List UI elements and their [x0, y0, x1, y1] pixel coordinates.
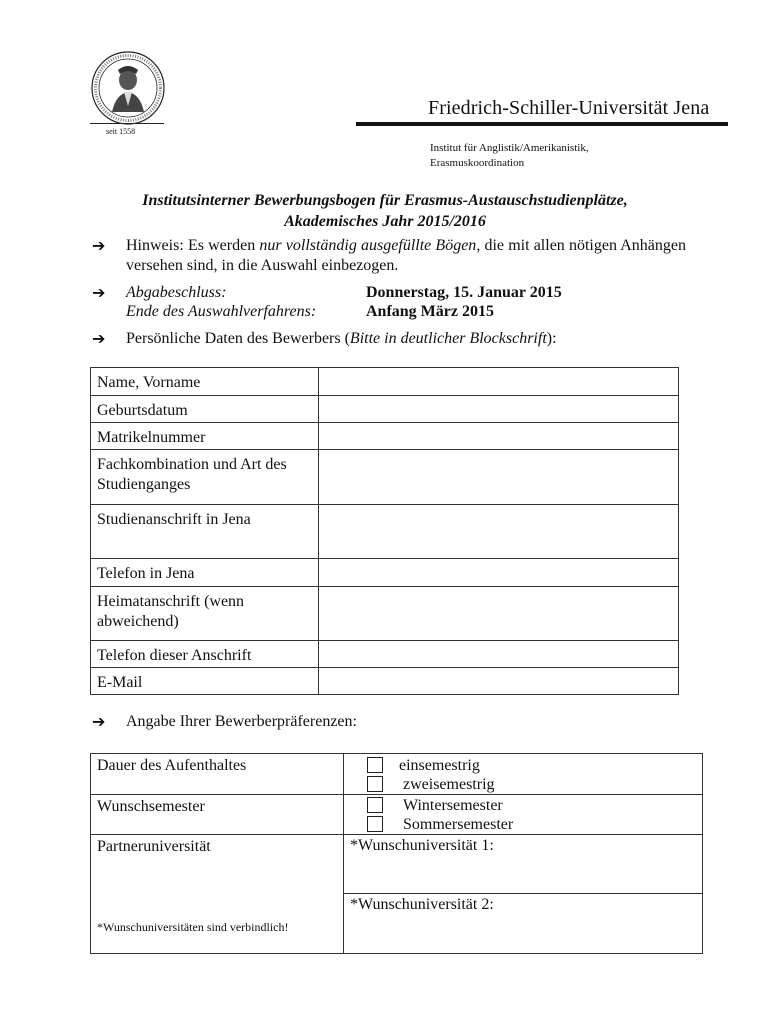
- notice-suffix: , die mit allen nötigen Anhängen versehen sind, in die Auswahl einbezogen.: [126, 237, 687, 274]
- personal-intro-end: ):: [546, 330, 557, 347]
- preferences-intro: Angabe Ihrer Bewerberpräferenzen:: [126, 713, 357, 730]
- option-row: [344, 815, 702, 834]
- notice-emphasis: nur vollständig ausgefüllte Bögen: [259, 237, 477, 254]
- table-row: [91, 505, 679, 559]
- name-field[interactable]: [319, 368, 679, 396]
- institute-block: [430, 141, 589, 171]
- arrow-right-icon: ➔: [92, 283, 106, 302]
- duration-options: [344, 754, 703, 795]
- arrow-right-icon: ➔: [92, 712, 106, 731]
- form-title-line-1: Institutsinterner Bewerbungsbogen für Erasmus-Austauschstudienplätze,: [142, 192, 628, 209]
- checkbox-sommersemester[interactable]: [367, 816, 383, 832]
- row-label: Wunschsemester: [91, 795, 344, 835]
- table-row: [91, 795, 703, 835]
- row-label: E-Mail: [91, 668, 319, 695]
- checkbox-zweisemestrig[interactable]: [367, 776, 383, 792]
- row-label: Telefon in Jena: [91, 559, 319, 587]
- deadline-label: Abgabeschluss:: [126, 284, 227, 301]
- preferences-table: [90, 753, 703, 954]
- row-label: Telefon dieser Anschrift: [91, 641, 319, 668]
- institute-line-2: Erasmuskoordination: [430, 157, 525, 169]
- jena-phone-field[interactable]: [319, 559, 679, 587]
- option-label: zweisemestrig: [403, 776, 495, 793]
- jena-address-field[interactable]: [319, 505, 679, 559]
- row-label: Matrikelnummer: [91, 423, 319, 450]
- home-phone-field[interactable]: [319, 641, 679, 668]
- subjects-field[interactable]: [319, 450, 679, 505]
- table-row: [91, 641, 679, 668]
- arrow-right-icon: ➔: [92, 329, 106, 348]
- personal-data-intro: [126, 329, 557, 349]
- wish-2-label: *Wunschuniversität 2:: [350, 896, 494, 913]
- table-row: [91, 754, 703, 795]
- deadline-value: Donnerstag, 15. Januar 2015: [366, 284, 562, 301]
- row-label: Geburtsdatum: [91, 396, 319, 423]
- form-title-line-2: Akademisches Jahr 2015/2016: [284, 213, 486, 230]
- checkbox-wintersemester[interactable]: [367, 797, 383, 813]
- table-row: [91, 450, 679, 505]
- option-row: [344, 775, 702, 794]
- row-label: Dauer des Aufenthaltes: [91, 754, 344, 795]
- semester-options: [344, 795, 703, 835]
- notice-prefix: Hinweis: Es werden: [126, 237, 260, 254]
- binding-note: *Wunschuniversitäten sind verbindlich!: [97, 920, 289, 934]
- wish-university-1-field[interactable]: [344, 835, 703, 894]
- option-row: [344, 756, 702, 775]
- option-label: Sommersemester: [403, 816, 514, 833]
- header-rule: [356, 122, 728, 126]
- option-label: einsemestrig: [399, 757, 480, 774]
- selection-end-label: Ende des Auswahlverfahrens:: [126, 303, 317, 320]
- table-row: [91, 396, 679, 423]
- birthdate-field[interactable]: [319, 396, 679, 423]
- table-row: [91, 835, 703, 894]
- table-row: [91, 368, 679, 396]
- selection-end-value: Anfang März 2015: [366, 303, 494, 320]
- wish-university-2-field[interactable]: [344, 894, 703, 954]
- partner-university-cell: [91, 835, 344, 954]
- notice-text: [126, 236, 686, 276]
- university-seal-logo: [90, 50, 166, 126]
- table-row: [91, 423, 679, 450]
- checkbox-einsemestrig[interactable]: [367, 757, 383, 773]
- table-row: [91, 668, 679, 695]
- personal-intro-emphasis: Bitte in deutlicher Blockschrift: [349, 330, 547, 347]
- personal-intro-text: Persönliche Daten des Bewerbers (: [126, 330, 350, 347]
- university-name: Friedrich-Schiller-Universität Jena: [428, 97, 710, 119]
- table-row: [91, 559, 679, 587]
- row-label: Partneruniversität: [97, 838, 211, 855]
- row-label: Heimatanschrift (wenn abweichend): [91, 587, 319, 641]
- seal-underline: [90, 123, 164, 124]
- founding-year: seit 1558: [106, 127, 136, 136]
- form-title: [60, 190, 710, 232]
- arrow-right-icon: ➔: [92, 236, 106, 255]
- row-label: Name, Vorname: [91, 368, 319, 396]
- row-label: Studienanschrift in Jena: [91, 505, 319, 559]
- row-label: Fachkombination und Art des Studienganges: [91, 450, 319, 505]
- wish-1-label: *Wunschuniversität 1:: [350, 837, 494, 854]
- home-address-field[interactable]: [319, 587, 679, 641]
- option-label: Wintersemester: [403, 797, 503, 814]
- personal-data-table: [90, 367, 679, 695]
- option-row: [344, 796, 702, 815]
- matriculation-field[interactable]: [319, 423, 679, 450]
- table-row: [91, 587, 679, 641]
- email-field[interactable]: [319, 668, 679, 695]
- institute-line-1: Institut für Anglistik/Amerikanistik,: [430, 142, 589, 154]
